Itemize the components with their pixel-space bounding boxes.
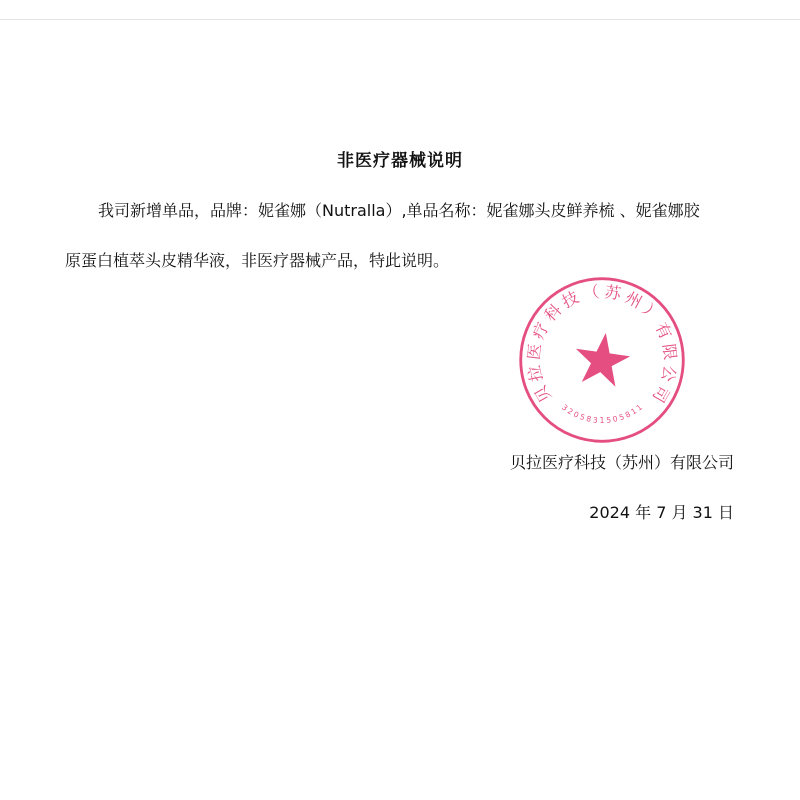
stamp-glyph: 0	[611, 414, 619, 424]
body-paragraph-line-2: 原蛋白植萃头皮精华液，非医疗器械产品，特此说明。	[65, 251, 450, 270]
stamp-glyph: （	[581, 282, 601, 304]
stamp-glyph: 3	[560, 402, 570, 413]
stamp-glyph: 5	[605, 415, 612, 425]
stamp-glyph: 司	[648, 382, 674, 406]
stamp-glyph: 医	[524, 342, 545, 361]
stamp-glyph: ）	[638, 300, 664, 326]
stamp-glyph: 5	[578, 412, 587, 423]
stamp-glyph: 8	[623, 409, 632, 420]
document-date: 2024 年 7 月 31 日	[589, 503, 734, 522]
stamp-glyph: 技	[558, 287, 582, 312]
company-signature: 贝拉医疗科技（苏州）有限公司	[509, 453, 734, 472]
stamp-glyph: 贝	[530, 382, 556, 406]
stamp-glyph: 苏	[603, 282, 623, 304]
stamp-glyph: 拉	[524, 363, 547, 384]
stamp-glyph: 0	[572, 409, 581, 420]
top-divider	[0, 19, 800, 20]
stamp-glyph: 5	[617, 412, 626, 423]
company-seal-stamp	[516, 274, 688, 446]
stamp-glyph: 有	[651, 319, 676, 343]
stamp-glyph: 2	[565, 406, 575, 417]
stamp-glyph: 疗	[528, 319, 553, 343]
body-paragraph-line-1: 我司新增单品，品牌：妮雀娜（Nutralla）,单品名称：妮雀娜头皮鲜养梳 、妮雀娜胶	[98, 201, 700, 220]
stamp-glyph: 1	[599, 415, 605, 425]
stamp-glyph: 限	[659, 342, 680, 361]
stamp-glyph: 1	[629, 406, 639, 417]
stamp-star-icon	[571, 329, 633, 388]
stamp-code	[560, 402, 644, 424]
stamp-glyph: 州	[622, 287, 646, 312]
document-title: 非医疗器械说明	[337, 151, 463, 171]
stamp-glyph: 公	[657, 363, 680, 384]
stamp-glyph: 1	[634, 402, 644, 413]
stamp-glyph: 科	[540, 300, 566, 326]
stamp-glyph: 8	[585, 414, 593, 424]
stamp-glyph: 3	[592, 415, 599, 425]
